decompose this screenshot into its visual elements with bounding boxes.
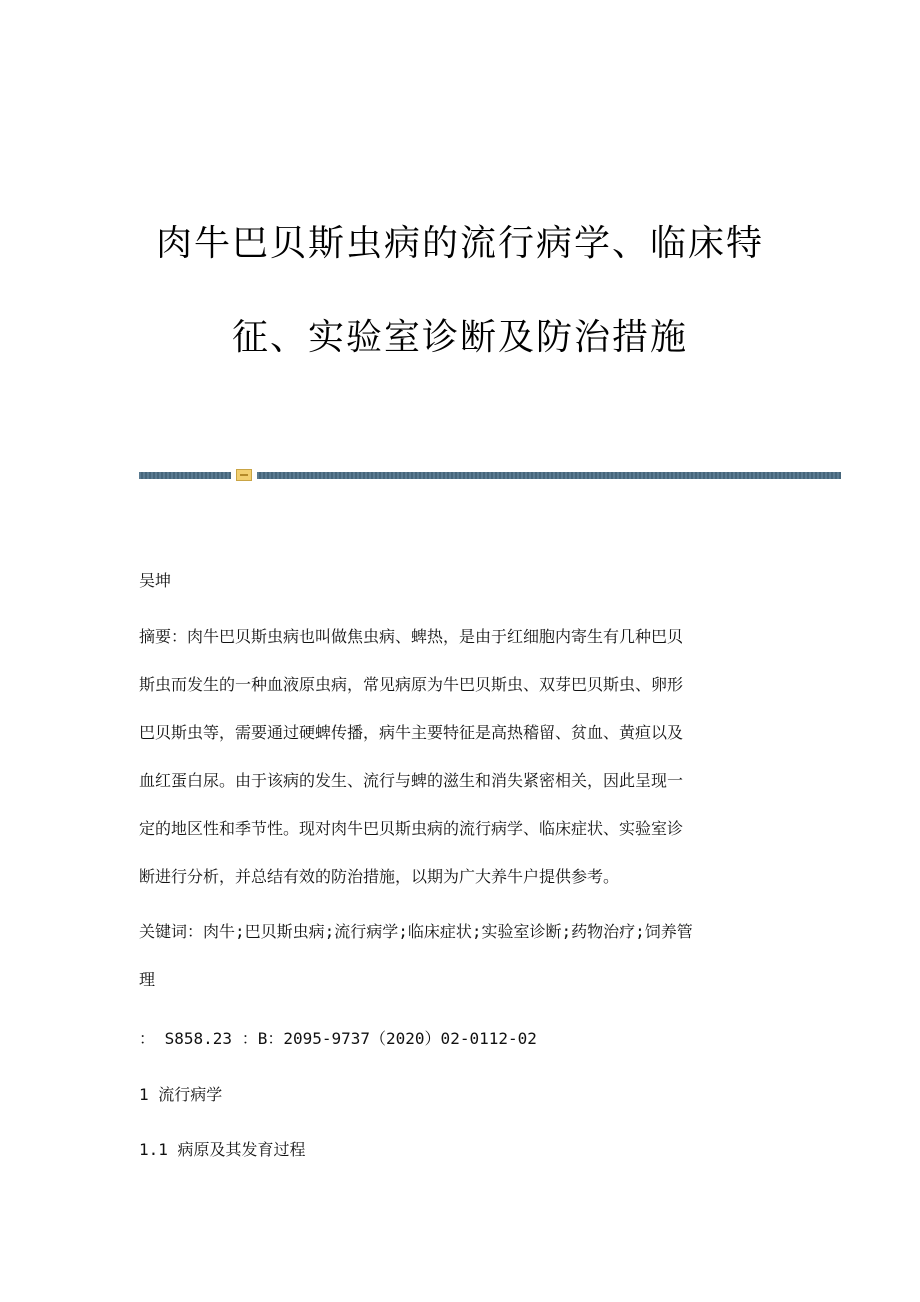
section-heading-1-1: 1.1 病原及其发育过程 [139,1140,306,1159]
divider-emblem-icon [236,469,252,481]
keywords-line: 理 [139,970,156,989]
abstract-line: 斯虫而发生的一种血液原虫病，常见病原为牛巴贝斯虫、双芽巴贝斯虫、卵形 [139,675,684,694]
abstract-line: 断进行分析，并总结有效的防治措施，以期为广大养牛户提供参考。 [139,867,620,886]
abstract [139,613,779,901]
paper-title-line-1: 肉牛巴贝斯虫病的流行病学、临床特 [155,223,764,264]
classification-line: ： S858.23 ：B：2095-9737（2020）02-0112-02 [139,1029,537,1048]
keywords [139,908,779,1004]
paper-title-line-2: 征、实验室诊断及防治措施 [231,317,688,358]
keywords-line: 关键词：肉牛;巴贝斯虫病;流行病学;临床症状;实验室诊断;药物治疗;饲养管 [139,922,693,941]
abstract-line: 血红蛋白尿。由于该病的发生、流行与蜱的滋生和消失紧密相关，因此呈现一 [139,771,684,790]
abstract-line: 定的地区性和季节性。现对肉牛巴贝斯虫病的流行病学、临床症状、实验室诊 [139,819,684,838]
section-heading-1: 1 流行病学 [139,1085,223,1104]
author-name: 吴坤 [139,571,172,590]
abstract-line: 摘要：肉牛巴贝斯虫病也叫做焦虫病、蜱热，是由于红细胞内寄生有几种巴贝 [139,627,684,646]
title-divider [139,469,841,481]
divider-bar-left [139,472,231,479]
divider-bar-right [257,472,841,479]
abstract-line: 巴贝斯虫等，需要通过硬蜱传播，病牛主要特征是高热稽留、贫血、黄疸以及 [139,723,684,742]
